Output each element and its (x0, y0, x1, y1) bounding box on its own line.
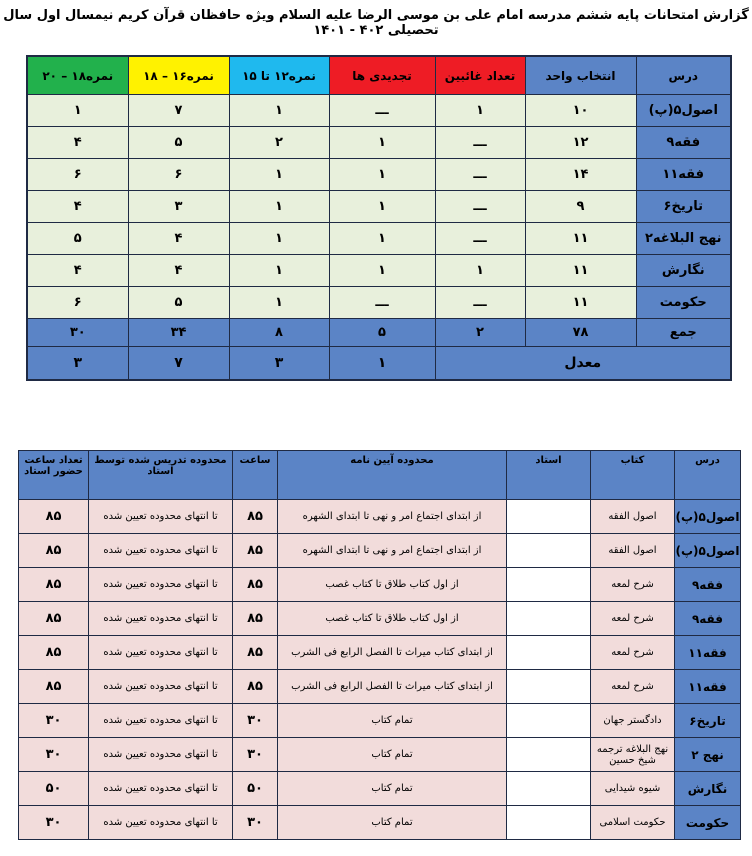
row-regulation-scope: از ابتدای کتاب میراث تا الفصل الرابع فی الشرب (278, 670, 507, 704)
row-regulation-scope: تمام کتاب (278, 772, 507, 806)
row-grade-12-15: ۱ (229, 159, 329, 191)
row-teacher (507, 636, 591, 670)
row-grade-12-15: ۲ (229, 127, 329, 159)
page-title: گزارش امتحانات پایه ششم مدرسه امام علی بن موسی الرضا علیه السلام ویژه حافظان قرآن کریم نیمسال اول سال تحصیلی ۴۰۲ - ۱۴۰۱ (3, 8, 749, 38)
row-grade-16-18: ۳ (128, 191, 229, 223)
row-regulation-scope: تمام کتاب (278, 704, 507, 738)
row-hours: ۸۵ (233, 568, 278, 602)
row-taught-scope: تا انتهای محدوده تعیین شده (89, 806, 233, 840)
summary-header-row (27, 56, 731, 95)
row-hours: ۳۰ (233, 704, 278, 738)
header-subject: درس (675, 451, 741, 500)
average-row (27, 347, 731, 381)
row-book: اصول الفقه (591, 534, 675, 568)
total-retake: ۵ (329, 319, 435, 347)
row-grade-16-18: ۴ (128, 223, 229, 255)
header-taught-scope: محدوده تدریس شده توسط استاد (89, 451, 233, 500)
row-book: شرح لمعه (591, 568, 675, 602)
row-teacher (507, 704, 591, 738)
header-grade-12-15: نمره۱۲ تا ۱۵ (229, 56, 329, 95)
row-teacher (507, 806, 591, 840)
row-teacher (507, 602, 591, 636)
row-absent: ـــ (435, 127, 525, 159)
row-absent: ـــ (435, 191, 525, 223)
row-retake: ـــ (329, 95, 435, 127)
syllabus-row (19, 670, 741, 704)
row-absent: ۱ (435, 255, 525, 287)
row-units: ۱۱ (525, 255, 636, 287)
row-regulation-scope: تمام کتاب (278, 806, 507, 840)
row-regulation-scope: از اول کتاب طلاق تا کتاب غصب (278, 568, 507, 602)
row-grade-18-20: ۴ (27, 127, 128, 159)
row-units: ۱۴ (525, 159, 636, 191)
syllabus-row (19, 806, 741, 840)
syllabus-row (19, 704, 741, 738)
row-subject: حکومت (675, 806, 741, 840)
row-grade-18-20: ۴ (27, 191, 128, 223)
row-attended-hours: ۳۰ (19, 738, 89, 772)
header-units: انتخاب واحد (525, 56, 636, 95)
row-subject: نگارش (636, 255, 731, 287)
row-grade-12-15: ۱ (229, 95, 329, 127)
row-subject: نگارش (675, 772, 741, 806)
row-subject: اصول۵(پ) (675, 534, 741, 568)
row-book: اصول الفقه (591, 500, 675, 534)
header-attended-hours: تعداد ساعت حضور استاد (19, 451, 89, 500)
total-units: ۷۸ (525, 319, 636, 347)
row-grade-16-18: ۴ (128, 255, 229, 287)
row-attended-hours: ۸۵ (19, 534, 89, 568)
header-grade-16-18: نمره۱۶ – ۱۸ (128, 56, 229, 95)
row-teacher (507, 772, 591, 806)
average-grade-12-15: ۳ (229, 347, 329, 381)
row-hours: ۵۰ (233, 772, 278, 806)
row-grade-18-20: ۴ (27, 255, 128, 287)
row-book: نهج البلاغه ترجمه شیخ حسین (591, 738, 675, 772)
summary-row (27, 159, 731, 191)
row-subject: تاریخ۶ (675, 704, 741, 738)
row-taught-scope: تا انتهای محدوده تعیین شده (89, 568, 233, 602)
row-book: شرح لمعه (591, 602, 675, 636)
syllabus-row (19, 636, 741, 670)
row-units: ۱۱ (525, 223, 636, 255)
row-attended-hours: ۸۵ (19, 670, 89, 704)
row-taught-scope: تا انتهای محدوده تعیین شده (89, 602, 233, 636)
row-taught-scope: تا انتهای محدوده تعیین شده (89, 636, 233, 670)
header-teacher: استاد (507, 451, 591, 500)
row-grade-18-20: ۶ (27, 159, 128, 191)
row-subject: تاریخ۶ (636, 191, 731, 223)
row-regulation-scope: از ابتدای اجتماع امر و نهی تا ابتدای الشهره (278, 534, 507, 568)
row-subject: حکومت (636, 287, 731, 319)
average-grade-16-18: ۷ (128, 347, 229, 381)
row-attended-hours: ۸۵ (19, 500, 89, 534)
row-units: ۹ (525, 191, 636, 223)
row-attended-hours: ۸۵ (19, 636, 89, 670)
summary-row (27, 287, 731, 319)
row-hours: ۸۵ (233, 602, 278, 636)
row-grade-12-15: ۱ (229, 191, 329, 223)
row-teacher (507, 738, 591, 772)
header-absent: تعداد غائبین (435, 56, 525, 95)
row-retake: ـــ (329, 287, 435, 319)
header-grade-18-20: نمره۱۸ – ۲۰ (27, 56, 128, 95)
total-label: جمع (636, 319, 731, 347)
row-book: دادگستر جهان (591, 704, 675, 738)
row-subject: فقه۹ (675, 602, 741, 636)
row-taught-scope: تا انتهای محدوده تعیین شده (89, 500, 233, 534)
row-taught-scope: تا انتهای محدوده تعیین شده (89, 670, 233, 704)
row-teacher (507, 500, 591, 534)
header-book: کتاب (591, 451, 675, 500)
syllabus-row (19, 602, 741, 636)
header-retake: تجدیدی ها (329, 56, 435, 95)
row-subject: فقه۹ (636, 127, 731, 159)
average-label: معدل (435, 347, 731, 381)
syllabus-table (18, 450, 741, 840)
row-teacher (507, 670, 591, 704)
row-teacher (507, 568, 591, 602)
row-book: شیوه شیدایی (591, 772, 675, 806)
syllabus-row (19, 772, 741, 806)
row-retake: ۱ (329, 127, 435, 159)
row-grade-12-15: ۱ (229, 287, 329, 319)
syllabus-row (19, 500, 741, 534)
row-hours: ۳۰ (233, 806, 278, 840)
total-grade-18-20: ۳۰ (27, 319, 128, 347)
row-retake: ۱ (329, 159, 435, 191)
row-subject: نهج البلاغه۲ (636, 223, 731, 255)
syllabus-row (19, 568, 741, 602)
row-regulation-scope: از ابتدای اجتماع امر و نهی تا ابتدای الشهره (278, 500, 507, 534)
average-retake: ۱ (329, 347, 435, 381)
row-absent: ـــ (435, 287, 525, 319)
row-attended-hours: ۳۰ (19, 806, 89, 840)
row-attended-hours: ۸۵ (19, 568, 89, 602)
row-grade-18-20: ۶ (27, 287, 128, 319)
syllabus-header-row (19, 451, 741, 500)
row-attended-hours: ۸۵ (19, 602, 89, 636)
row-hours: ۸۵ (233, 670, 278, 704)
row-hours: ۸۵ (233, 500, 278, 534)
summary-row (27, 223, 731, 255)
summary-row (27, 95, 731, 127)
row-retake: ۱ (329, 223, 435, 255)
row-grade-18-20: ۵ (27, 223, 128, 255)
row-absent: ـــ (435, 159, 525, 191)
row-attended-hours: ۵۰ (19, 772, 89, 806)
row-grade-16-18: ۵ (128, 127, 229, 159)
summary-row (27, 255, 731, 287)
row-taught-scope: تا انتهای محدوده تعیین شده (89, 534, 233, 568)
row-teacher (507, 534, 591, 568)
header-subject: درس (636, 56, 731, 95)
header-hours: ساعت (233, 451, 278, 500)
row-subject: نهج ۲ (675, 738, 741, 772)
row-hours: ۸۵ (233, 534, 278, 568)
row-grade-18-20: ۱ (27, 95, 128, 127)
row-book: شرح لمعه (591, 636, 675, 670)
row-units: ۱۱ (525, 287, 636, 319)
row-grade-16-18: ۵ (128, 287, 229, 319)
total-row (27, 319, 731, 347)
row-attended-hours: ۳۰ (19, 704, 89, 738)
row-book: حکومت اسلامی (591, 806, 675, 840)
syllabus-row (19, 738, 741, 772)
row-absent: ـــ (435, 223, 525, 255)
summary-row (27, 191, 731, 223)
row-subject: اصول۵(پ) (636, 95, 731, 127)
row-regulation-scope: از اول کتاب طلاق تا کتاب غصب (278, 602, 507, 636)
row-retake: ۱ (329, 255, 435, 287)
row-absent: ۱ (435, 95, 525, 127)
exam-summary-table (26, 55, 732, 381)
row-subject: اصول۵(پ) (675, 500, 741, 534)
row-taught-scope: تا انتهای محدوده تعیین شده (89, 738, 233, 772)
row-regulation-scope: تمام کتاب (278, 738, 507, 772)
total-grade-12-15: ۸ (229, 319, 329, 347)
row-taught-scope: تا انتهای محدوده تعیین شده (89, 772, 233, 806)
row-retake: ۱ (329, 191, 435, 223)
row-grade-12-15: ۱ (229, 223, 329, 255)
row-taught-scope: تا انتهای محدوده تعیین شده (89, 704, 233, 738)
row-subject: فقه۱۱ (675, 670, 741, 704)
row-grade-16-18: ۶ (128, 159, 229, 191)
row-hours: ۳۰ (233, 738, 278, 772)
row-units: ۱۲ (525, 127, 636, 159)
header-regulation-scope: محدوده آیین نامه (278, 451, 507, 500)
row-grade-12-15: ۱ (229, 255, 329, 287)
row-units: ۱۰ (525, 95, 636, 127)
row-subject: فقه۱۱ (636, 159, 731, 191)
row-regulation-scope: از ابتدای کتاب میراث تا الفصل الرابع فی الشرب (278, 636, 507, 670)
row-subject: فقه۱۱ (675, 636, 741, 670)
row-subject: فقه۹ (675, 568, 741, 602)
total-grade-16-18: ۳۴ (128, 319, 229, 347)
summary-row (27, 127, 731, 159)
row-hours: ۸۵ (233, 636, 278, 670)
total-absent: ۲ (435, 319, 525, 347)
row-book: شرح لمعه (591, 670, 675, 704)
row-grade-16-18: ۷ (128, 95, 229, 127)
syllabus-row (19, 534, 741, 568)
average-grade-18-20: ۳ (27, 347, 128, 381)
